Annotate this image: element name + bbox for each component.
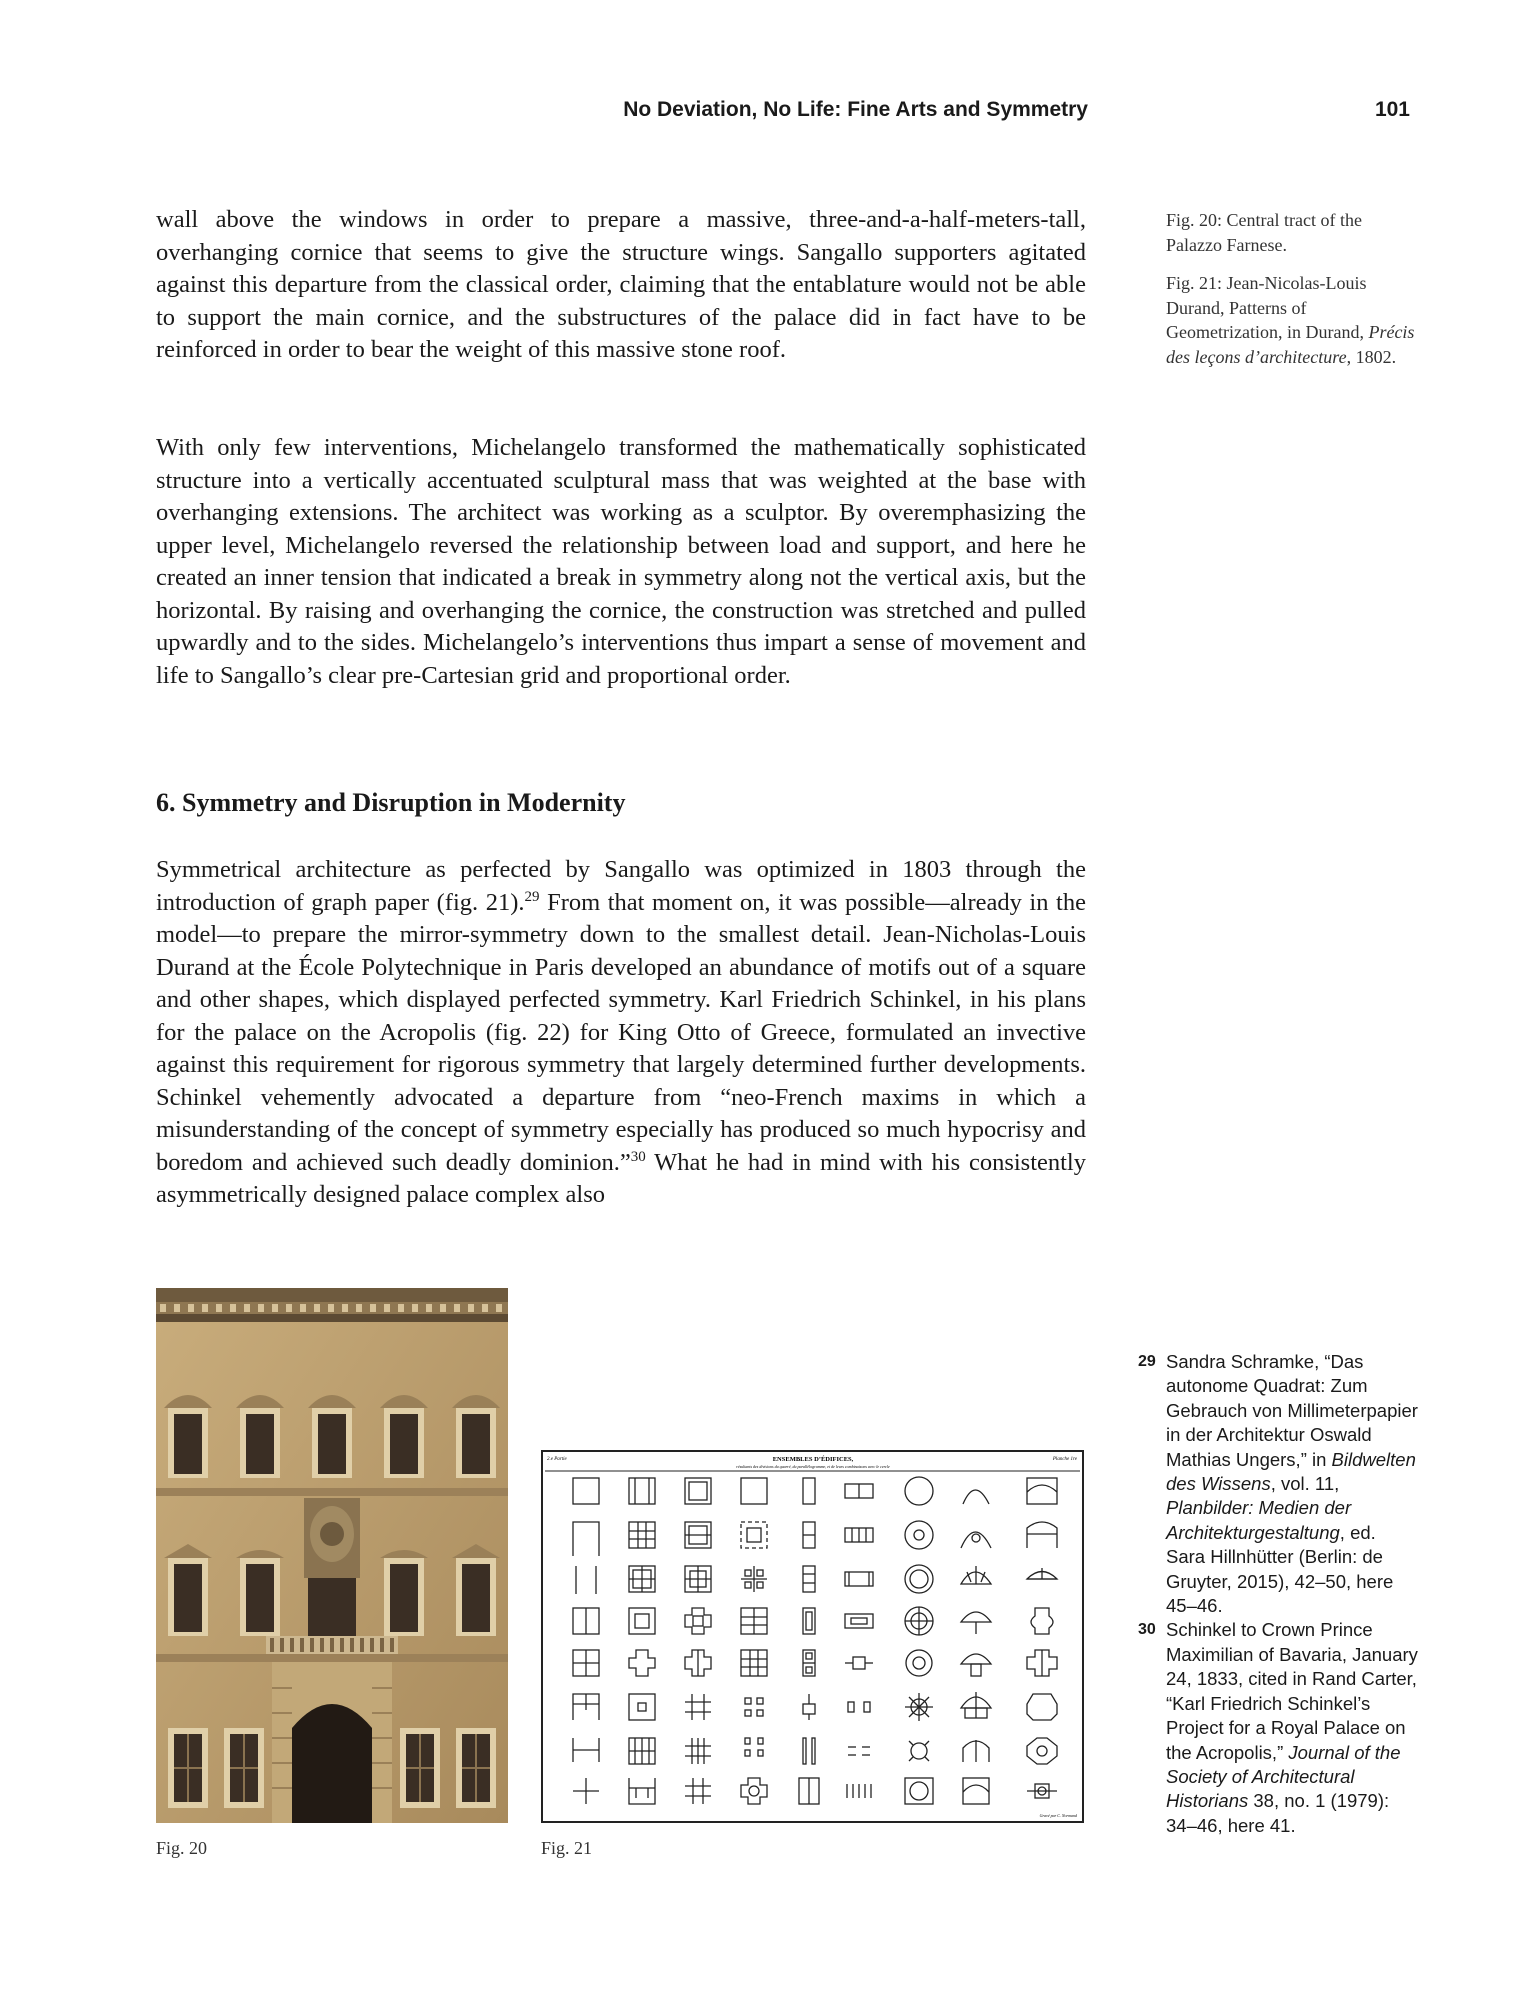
footnote-30-text-b: 38, no. 1 (1979): 34–46, here 41. xyxy=(1166,1790,1390,1836)
plate-subtitle: résultants des divisions du quarré, du parallélogramme, et de leurs combinaisons avec le cercle xyxy=(736,1464,890,1469)
side-captions xyxy=(1166,208,1416,383)
running-header-title: No Deviation, No Life: Fine Arts and Symmetry xyxy=(623,98,1088,121)
plate-number-label: Planche 1re xyxy=(1052,1457,1077,1462)
footnote-29-text-c: , ed. Sara Hillnhütter (Berlin: de Gruyter, 2015), 42–50, here 45–46. xyxy=(1166,1521,1394,1617)
section-heading: 6. Symmetry and Disruption in Modernity xyxy=(156,788,626,817)
figure-21-durand-plate xyxy=(541,1450,1084,1823)
footnote-29-text-b: , vol. 11, xyxy=(1270,1473,1340,1495)
body-paragraph-3 xyxy=(156,854,1086,1212)
figure-21-label: Fig. 21 xyxy=(541,1838,593,1858)
footnote-ref-29[interactable]: 29 xyxy=(524,888,540,905)
plate-part-label: 2.e Partie xyxy=(547,1457,567,1462)
footnotes xyxy=(1138,1350,1418,1838)
main-text-block-2 xyxy=(156,432,1086,692)
caption-fig21-title: Précis des leçons d’architecture xyxy=(1166,322,1415,367)
plate-engraver: Gravé par C. Normand xyxy=(1039,1813,1077,1818)
caption-fig20: Fig. 20: Central tract of the Palazzo Farnese. xyxy=(1166,210,1362,255)
footnote-30 xyxy=(1138,1618,1418,1838)
footnote-30-journal: Journal of the Society of Architectural Historians xyxy=(1166,1741,1401,1812)
footnote-number: 30 xyxy=(1138,1621,1156,1639)
footnote-30-text-a: Schinkel to Crown Prince Maximilian of Bavaria, January 24, 1833, cited in Rand Carter, “Karl Friedrich Schinkel’s Project for a Royal Palace on the Acropolis,” xyxy=(1166,1619,1418,1763)
figure-20-palazzo-farnese-photo xyxy=(156,1288,508,1823)
footnote-29-title-1: Bildwelten des Wissens xyxy=(1166,1448,1416,1495)
footnote-ref-30[interactable]: 30 xyxy=(630,1148,646,1165)
facade-illustration xyxy=(156,1288,508,1823)
durand-patterns-illustration xyxy=(543,1452,1082,1821)
footnote-number: 29 xyxy=(1138,1353,1156,1370)
plate-title: ENSEMBLES D’ÉDIFICES, xyxy=(772,1456,854,1463)
page-number: 101 xyxy=(1374,98,1410,121)
main-text-block-1 xyxy=(156,204,1086,367)
para3-text-a: Symmetrical architecture as perfected by Sangallo was optimized in 1803 through the introduction of graph paper (fig. 21). xyxy=(156,856,1086,916)
body-paragraph-2: With only few interventions, Michelangelo transformed the mathematically sophisticated structure into a vertically accentuated sculptural mass that was weighted at the base with overhanging extensions. The architect was working as a sculptor. By overemphasizing the upper level, Michelangelo reversed the relationship between load and support, and here he created an inner tension that indicated a break in symmetry along not the vertical axis, but the horizontal. By raising and overhanging the cornice, the construction was stretched and pulled upwardly and to the sides. Michelangelo’s interventions thus impart a sense of movement and life to Sangallo’s clear pre-Cartesian grid and proportional order. xyxy=(156,434,1086,689)
caption-fig21 xyxy=(1166,271,1416,369)
body-paragraph-1: wall above the windows in order to prepare a massive, three-and-a-half-meters-tall, overhanging cornice that seems to give the structure wings. Sangallo supporters agitated against this departure from the classical order, claiming that the entablature would not be able to support the main cornice, and the substructures of the palace did in fact have to be reinforced in order to bear the weight of this massive stone roof. xyxy=(156,206,1086,363)
para3-text-b: From that moment on, it was possible—already in the model—to prepare the mirror-symmetry down to the smallest detail. Jean-Nicholas-Louis Durand at the École Polytechnique in Paris developed an abundance of motifs out of a square and other shapes, which displayed perfected symmetry. Karl Friedrich Schinkel, in his plans for the palace on the Acropolis (fig. 22) for King Otto of Greece, formulated an invective against this requirement for rigorous symmetry that largely determined further developments. Schinkel vehemently advocated a departure from “neo-French maxims in which a misunderstanding of the concept of symmetry especially has produced so much hypocrisy and boredom and achieved such deadly dominion.” xyxy=(156,888,1086,1176)
para3-text-c: What he had in mind with his consistently asymmetrically designed palace complex also xyxy=(156,1148,1086,1208)
footnote-29 xyxy=(1138,1350,1418,1618)
footnote-29-title-2: Planbilder: Medien der Architekturgestaltung xyxy=(1166,1497,1352,1543)
caption-fig21-text-a: Fig. 21: Jean-Nicolas-Louis Durand, Patterns of Geometrization, in Durand, xyxy=(1166,273,1369,342)
caption-fig21-text-b: , 1802. xyxy=(1346,346,1397,367)
footnote-29-text-a: Sandra Schramke, “Das autonome Quadrat: Zum Gebrauch von Millimeterpapier in der Architektur Oswald Mathias Ungers,” in xyxy=(1166,1351,1418,1470)
main-text-block-3 xyxy=(156,854,1086,1212)
figure-20-label: Fig. 20 xyxy=(156,1838,208,1858)
